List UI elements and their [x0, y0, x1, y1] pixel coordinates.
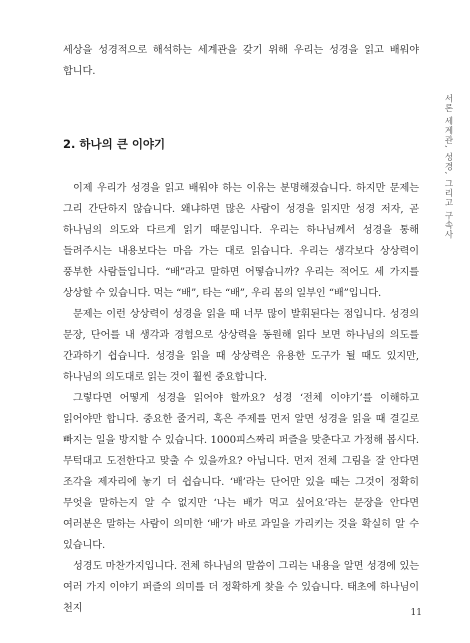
page-number: 11	[410, 608, 422, 618]
body-paragraph-3: 그렇다면 어떻게 성경을 읽어야 할까요? 성경 ‘전체 이야기’를 이해하고 읽어야만 합니다. 중요한 줄거리, 혹은 주제를 먼저 알면 성경을 읽을 때 결길로 빠지는 일을 방지할 수 있습니다. 1000피스짜리 퍼즐을 맞춘다고 가정해 봅시다. 무턱대고 도전한다고 맞출 수 있을까요? 아닙니다. 먼저 전체 그림을 잘 안다면 조각을 제자리에 놓기 더 쉽습니다. ‘배’라는 단어만 있을 때는 그것이 정확히 무엇을 말하는지 알 수 없지만 ‘나는 배가 먹고 싶어요’라는 문장을 안다면 여러분은 말하는 사람이 의미한 ‘배’가 바로 과일을 가리키는 것을 확실히 알 수 있습니다.	[63, 393, 419, 551]
body-paragraph-1: 이제 우리가 성경을 읽고 배워야 하는 이유는 분명해졌습니다. 하지만 문제는 그리 간단하지 않습니다. 왜냐하면 많은 사람이 성경을 읽지만 성경 저자, 곧 하나님의 의도와 다르게 읽기 때문입니다. 우리는 하나님께서 성경을 통해 들려주시는 내용보다는 마음 가는 대로 읽습니다. 우리는 생각보다 상상력이 풍부한 사람들입니다. “배”라고 말하면 어떻습니까? 우리는 적어도 세 가지를 상상할 수 있습니다. 먹는 “배”, 타는 “배”, 우리 몸의 일부인 “배”입니다.	[63, 183, 419, 299]
body-paragraph-4: 성경도 마찬가지입니다. 전체 하나님의 말씀이 그리는 내용을 알면 성경에 있는 여러 가지 이야기 퍼즐의 의미를 더 정확하게 찾을 수 있습니다. 태초에 하나님이 천지	[63, 561, 419, 614]
section-heading: 2. 하나의 큰 이야기	[63, 137, 166, 151]
running-header: 서론 세계관, 성경, 그리고 구속사	[443, 94, 453, 240]
intro-paragraph: 세상을 성경적으로 해석하는 세계관을 갖기 위해 우리는 성경을 읽고 배워야 합니다.	[63, 45, 419, 77]
body-paragraph-2: 문제는 이런 상상력이 성경을 읽을 때 너무 많이 발휘된다는 점입니다. 성경의 문장, 단어를 내 생각과 경험으로 상상력을 동원해 읽다 보면 하나님의 의도를 간과하기 쉽습니다. 성경을 읽을 때 상상력은 유용한 도구가 될 때도 있지만, 하나님의 의도대로 읽는 것이 훨씬 중요합니다.	[63, 309, 420, 383]
page-content	[63, 40, 419, 619]
